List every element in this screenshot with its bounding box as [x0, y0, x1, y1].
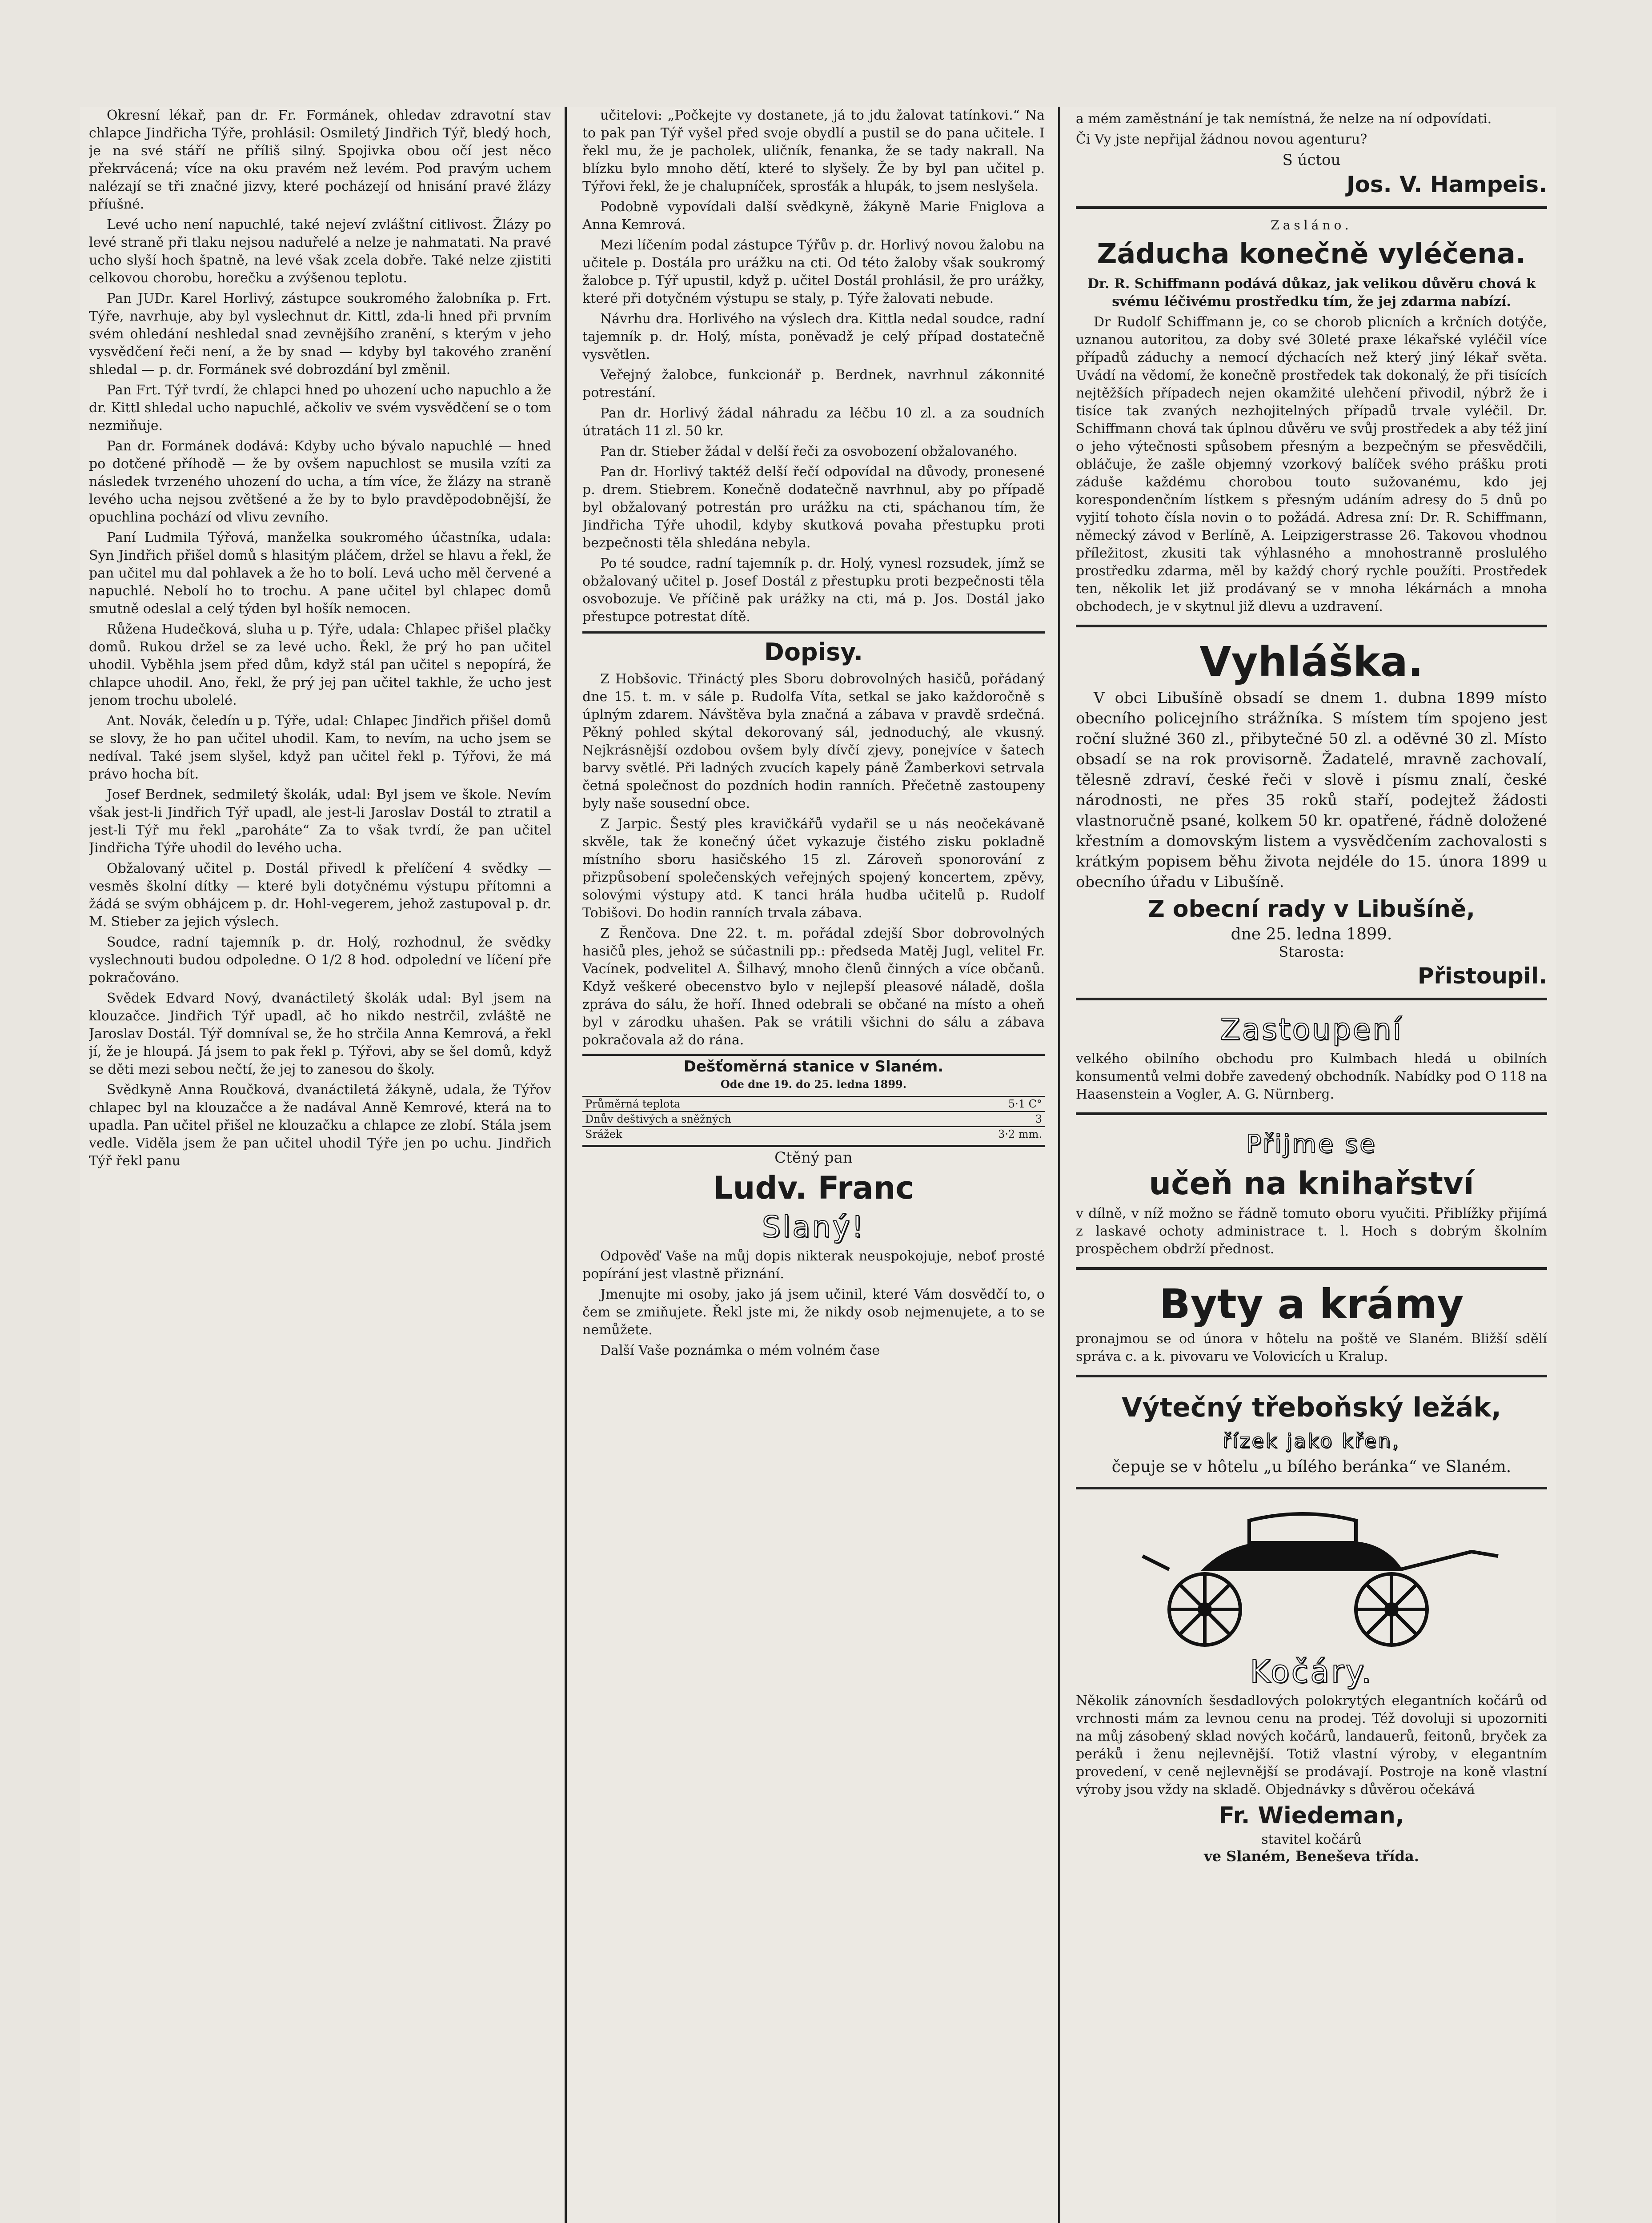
column-advertisements: [1076, 107, 1547, 2223]
weather-value: 3·2 mm.: [931, 1127, 1045, 1141]
court-paragraph: Svědek Edvard Nový, dvanáctiletý školák udal: Byl jsem na klouzačce. Jindřich Týř upadl, ač ho nikdo nestrčil, zvláště ne Jaroslav Dostál. Týř domníval se, že ho strčila Anna Kemrová, a řekl jí, že je hloupá. Já jsem to pak řekl p. Týřovi, aby se šel domů, když se děti mezi sebou nečtí, že jej to zanesou do školy.: [89, 991, 551, 1077]
weather-value: 5·1 C°: [931, 1096, 1045, 1112]
weather-row: [582, 1112, 1045, 1127]
dopisy-heading: Dopisy.: [764, 638, 863, 666]
ucen-headline: učeň na knihařství: [1149, 1165, 1474, 1202]
court-paragraph: Pan dr. Horlivý žádal náhradu za léčbu 10 zl. a za soudních útratách 11 zl. 50 kr.: [582, 405, 1045, 439]
ad-lezak: [1076, 1383, 1547, 1489]
zaslano-label: Zasláno.: [1271, 218, 1352, 233]
letter-paragraph: Z Hobšovic. Třináctý ples Sboru dobrovolných hasičů, pořádaný dne 15. t. m. v sále p. Rudolfa Víta, setkal se jako každoročně s úplným zdarem. Návštěva byla značná a zábava v pravdě srdečná. Pěkný pohled skýtal dekorovaný sál, jednoduchý, ale vkusný. Nejkrásnější ozdobou ovšem byly dívčí zjevy, ponejvíce v šatech barvy světlé. Při ladných zvucích kapely páně Žamberkovi setrvala četná společnost do pozdních hodin ranních. Přečetně zastoupeny byly naše sousední obce.: [582, 671, 1045, 811]
council-mayor-label: Starosta:: [1279, 943, 1344, 960]
column-rule-2: [1058, 107, 1060, 2223]
court-paragraph: Ant. Novák, čeledín u p. Týře, udal: Chlapec Jindřich přišel domů se slovy, že ho pan učitel uhodil. Kam, to nevím, na ucho jsem se nedíval. Také jsem slyšel, když pan učitel řekl p. Týřovi, že má právo hocha bít.: [89, 713, 551, 782]
council-signature: Přistoupil.: [1417, 963, 1547, 989]
zaducha-body: Dr Rudolf Schiffmann je, co se chorob plicních a krčních dotýče, uznanou autoritou, za doby své 30leté praxe lékařské vyléčil více případů záduchy a nemocí dýchacích než který jiný lékař světa. Uvádí na vědomí, že konečně prostředek tak dokonalý, že při tisících nejtěžších případech nejen okamžité ulehčení přivodil, nýbrž že i tisíce tak zvaných nezhojitelných případů trvale vyléčil. Dr. Schiffmann chová tak úplnou důvěru ve svůj prostředek a aby též jiní o jeho výtečnosti spůsobem přesným a bezpečným se přesvědčili, obláčuje, že zašle objemný vzorkový balíček svého prášku proti záduše každému chorobou touto sužovanému, kdo jej korespondenčním lístkem s přesným udáním adresy do 5 dnů po vyjití tohoto čísla novin o to požádá. Adresa zní: Dr. R. Schiffmann, německý závod v Berlíně, A. Leipzigerstrasse 26. Takovou vhodnou příležitost, zkusiti tak výhlasného a mnohostranně proslulého prostředku zdarma, měl by každý chorý rychle použíti. Prostředek ten, několik let již prodávaný se v mnoha lékárnách a mnoha obchodech, je v skytnul již dlevu a uzdravení.: [1076, 314, 1547, 614]
vyhlaska-body: V obci Libušíně obsadí se dnem 1. dubna 1899 místo obecního policejního strážníka. S místem tím spojeno jest roční služné 360 zl., přibytečné 50 zl. a oděvné 30 zl. Místo obsadí se na rok provisorně. Žadatelé, mravně zachovalí, tělesně zdraví, české řeči v slově i písmu znalí, české národnosti, ne přes 35 roků staří, podejtež žádosti vlastnoručně psané, kolkem 50 kr. opatřené, řádně doložené křestním a domovským listem a vysvědčením zachovalosti s krátkým popisem běhu života nejdéle do 15. února 1899 u obecního úřadu v Libušíně.: [1076, 689, 1547, 891]
court-paragraph: Josef Berdnek, sedmiletý školák, udal: Byl jsem ve škole. Nevím však jest-li Jindřich Týř upadl, ale jest-li Jaroslav Dostál to ztratil a jest-li Týř mu řekl „paroháte“ Za to však tvrdí, že pan učitel Jindřicha Týře uhodil do levého ucha.: [89, 787, 551, 856]
court-paragraph: Pan JUDr. Karel Horlivý, zástupce soukromého žalobníka p. Frt. Týře, navrhuje, aby byl vyslechnut dr. Kittl, zda-li hned při prvním svém ohledání neshledal snad zevnějšího zranění, s kterým v jeho vysvědčení řeči není, a že by snad — kdyby byl takového zranění shledal — p. dr. Formánek své dobrozdání byl změnil.: [89, 291, 551, 377]
reader-letter-paragraph: Jmenujte mi osoby, jako já jsem učinil, které Vám dosvědčí to, o čem se zmiňujete. Řekl jste mi, že nikdy osob nejmenujete, a to se nemůžete.: [582, 1287, 1045, 1338]
zastoupeni-headline: Zastoupení: [1220, 1012, 1403, 1047]
reader-letter-paragraph: Další Vaše poznámka o mém volném čase: [600, 1343, 880, 1358]
kocary-address: ve Slaném, Beneševa třída.: [1204, 1848, 1419, 1865]
reader-letter-continuation: [1076, 107, 1547, 209]
newspaper-page: [80, 107, 1556, 2223]
court-paragraph: Růžena Hudečková, sluha u p. Týře, udala: Chlapec přišel plačky domů. Rukou držel se za levé ucho. Řekl, že prý ho pan učitel uhodil. Vyběhla jsem před dům, když stál pan učitel s nepopírá, že chlapce uhodil. Ano, řekl, že prý jej pan učitel takhle, že ucho jest jenom trochu ubolelé.: [89, 622, 551, 708]
weather-label: Průměrná teplota: [582, 1096, 931, 1112]
weather-label: Srážek: [582, 1127, 931, 1141]
column-court-report: [89, 107, 551, 2223]
court-paragraph: Obžalovaný učitel p. Dostál přivedl k přelíčení 4 svědky — vesměs školní dítky — které byli dotyčnému výstupu přítomni a žádá se svým obhájcem p. dr. Hohl-vegerem, jehož zastupoval p. dr. M. Stieber za jejich výslech.: [89, 861, 551, 930]
prijme-headline: Přijme se: [1246, 1130, 1377, 1159]
column-court-and-letters: [582, 107, 1045, 2223]
kocary-body: Několik zánovních šesdadlových polokrytých elegantních kočárů od vrchnosti mám za levnou cenu na prodej. Též dovoluji si upozorniti na můj zásobený sklad nových kočárů, landauerů, feitonů, bryček za peráků i ženu nejlevnější. Totiž vlastní výroby, v elegantním provedení, v ceně nejlevnější se prodávají. Postroje na koně vlastní výroby jsou vždy na skladě. Objednávky s důvěrou očekává: [1076, 1693, 1547, 1798]
lezak-headline: Výtečný třeboňský ležák,: [1121, 1392, 1502, 1423]
zaducha-subheadline: Dr. R. Schiffmann podává důkaz, jak velikou důvěru chová k svému léčivému prostředku tím, že jej zdarma nabízí.: [1087, 276, 1536, 309]
kocary-signature: Fr. Wiedeman,: [1219, 1802, 1404, 1829]
court-paragraph: Paní Ludmila Týřová, manželka soukromého účastníka, udala: Syn Jindřich přišel domů s hlasitým pláčem, držel se hlavu a řekl, že pan učitel mu dal pohlavek a že ho to bolí. Levá ucho měl červené a napuchlé. Nebolí ho to trochu. A pane učitel byl chlapec domů smutně odeslal a celý týden byl hošík nemocen.: [89, 530, 551, 617]
weather-table: [582, 1096, 1045, 1141]
court-paragraph: Pan dr. Horlivý taktéž delší řečí odpovídal na důvody, pronesené p. drem. Stiebrem. Konečně dodatečně navrhnul, aby po případě byl obžalovaný potrestán pro urážku na cti, spáchanou tím, že Jindřicha Týře uhodil, kdyby skutková povaha přestupku proti bezpečnosti těla shledána nebyla.: [582, 464, 1045, 551]
kocary-headline: Kočáry.: [1250, 1653, 1373, 1690]
court-paragraph: Pan dr. Formánek dodává: Kdyby ucho bývalo napuchlé — hned po dotčené příhodě — že by ovšem napuchlost se musila vzíti za následek tvrzeného uhození do ucha, a tím více, že žlázy na straně levého ucha nejsou zvětšené a že by to bylo pravděpodobnější, že opuchlina pochází od vlivu zevního.: [89, 438, 551, 525]
court-paragraph: Návrhu dra. Horlivého na výslech dra. Kittla nedal soudce, radní tajemník p. dr. Holý, místa, poněvadž je celý případ dostatečně vysvětlen.: [582, 311, 1045, 362]
section-divider: [582, 631, 1045, 634]
letter-signature: Jos. V. Hampeis.: [1346, 172, 1547, 197]
weather-value: 3: [931, 1112, 1045, 1127]
zaducha-headline: Záducha konečně vyléčena.: [1097, 237, 1526, 270]
reader-letter-addressee: Ludv. Franc: [713, 1170, 914, 1206]
letter-greeting: S úctou: [1282, 151, 1341, 169]
ad-kocary: [1076, 1495, 1547, 1871]
letter-paragraph: a mém zaměstnání je tak nemístná, že nelze na ní odpovídati.: [1076, 111, 1492, 127]
weather-label: Dnův deštivých a sněžných: [582, 1112, 931, 1127]
lezak-body: čepuje se v hôtelu „u bílého beránka“ ve Slaném.: [1111, 1458, 1512, 1476]
ad-byty: [1076, 1275, 1547, 1377]
section-divider: [582, 1054, 1045, 1056]
zastoupeni-body: velkého obilního obchodu pro Kulmbach hledá u obilních konsumentů velmi dobře zavedený obchodník. Nabídky pod O 118 na Haasenstein a Vogler, A. G. Nürnberg.: [1076, 1051, 1547, 1102]
court-paragraph: Po té soudce, radní tajemník p. dr. Holý, vynesl rozsudek, jímž se obžalovaný učitel p. Josef Dostál z přestupku proti bezpečnosti těla osvobozuje. Ve příčině pak urážky na cti, má p. Jos. Dostál jako přestupce potrestat dítě.: [582, 556, 1045, 625]
reader-letter-salutation: Ctěný pan: [774, 1149, 853, 1167]
council-date: dne 25. ledna 1899.: [1231, 925, 1392, 943]
court-paragraph: Pan dr. Stieber žádal v delší řeči za osvobození obžalovaného.: [600, 444, 1018, 459]
byty-body: pronajmou se od února v hôtelu na poště ve Slaném. Bližší sdělí správa c. a k. pivovaru ve Volovicích u Kralup.: [1076, 1331, 1547, 1364]
court-paragraph: Svědkyně Anna Roučková, dvanáctiletá žákyně, udala, že Týřov chlapec byl na klouzačce a že nadával Anně Kemrové, která na to upadla. Pan učitel přišel ne klouzačku a chlapce ze zlobí. Stála jsem vedle. Viděla jsem že pan učitel uhodil Týře jen po uchu. Jindřich Týř řekl panu: [89, 1082, 551, 1169]
court-paragraph: Soudce, radní tajemník p. dr. Holý, rozhodnul, že svědky vyslechnouti budou odpoledne. O 1/2 8 hod. odpolední ve líčení pře pokračováno.: [89, 935, 551, 986]
weather-row: [582, 1096, 1045, 1112]
ad-ucen: [1076, 1120, 1547, 1270]
letter-paragraph: Či Vy jste nepřijal žádnou novou agenturu?: [1076, 132, 1367, 147]
court-paragraph: Okresní lékař, pan dr. Fr. Formánek, ohledav zdravotní stav chlapce Jindřicha Týře, prohlásil: Osmiletý Jindřich Týř, bledý hoch, je na své stáří ne příliš silný. Spojivka obou očí jest něco překrvácená; více na oku pravém než levém. Pod pravým uchem nalézají se tři značné jizvy, které pocházejí od hnisání pravé žlázy příušné.: [89, 108, 551, 212]
reader-letter-paragraph: Odpověď Vaše na můj dopis nikterak neuspokojuje, neboť prosté popírání jest vlastně přiznání.: [582, 1248, 1045, 1282]
vyhlaska-headline: Vyhláška.: [1199, 638, 1423, 686]
court-paragraph: Levé ucho není napuchlé, také nejeví zvláštní citlivost. Žlázy po levé straně při tlaku nejsou naduřelé a nelze je nahmatati. Na pravé ucho slyší hoch špatně, na levé však zcela dobře. Také nelze zjistiti celkovou chorobu, horečku a zvýšenou teplotu.: [89, 217, 551, 286]
ad-zastoupeni: [1076, 1006, 1547, 1115]
weather-row: [582, 1127, 1045, 1141]
letter-paragraph: Z Jarpic. Šestý ples kravičkářů vydařil se u nás neočekávaně skvěle, tak že konečný účet vykazuje čistého zisku pokladně místního sboru hasičského 15 zl. Zároveň sponorování z přizpůsobení společenských veřejných spojený koncertem, zpěvy, solovými výstupy atd. K tanci hrála hudba učitelů p. Rudolf Tobišovi. Do hodin ranních trvala zábava.: [582, 816, 1045, 921]
column-rule-1: [565, 107, 567, 2223]
kocary-role: stavitel kočárů: [1261, 1832, 1362, 1847]
court-paragraph: Podobně vypovídali další svědkyně, žákyně Marie Fniglova a Anna Kemrová.: [582, 199, 1045, 233]
lezak-subheadline: řízek jako křen,: [1223, 1430, 1400, 1453]
weather-period: Ode dne 19. do 25. ledna 1899.: [720, 1078, 907, 1091]
weather-station-title: Dešťoměrná stanice v Slaném.: [683, 1058, 944, 1075]
ucen-body: v dílně, v níž možno se řádně tomuto oboru vyučiti. Přiblížky přijímá z laskavé ochoty administrace t. l. Hoch s dobrým školním prospěchem obdrží přednost.: [1076, 1206, 1547, 1257]
council-title: Z obecní rady v Libušíně,: [1148, 896, 1475, 923]
court-paragraph: Pan Frt. Týř tvrdí, že chlapci hned po uhození ucho napuchlo a že dr. Kittl shledal ucho napuchlé, ačkoliv ve svém vysvědčení se o tom nezmiňuje.: [89, 382, 551, 433]
ad-vyhlaska: [1076, 633, 1547, 1000]
reader-letter-city: Slaný!: [762, 1210, 866, 1244]
byty-headline: Byty a krámy: [1159, 1280, 1464, 1328]
letter-paragraph: Z Řenčova. Dne 22. t. m. pořádal zdejší Sbor dobrovolných hasičů ples, jehož se súčastnili pp.: předseda Matěj Jugl, velitel Fr. Vacínek, podvelitel A. Šilhavý, mnoho členů činných a více občanů. Když veškeré obecenstvo bylo v nejlepší pleasové náladě, došla zpráva do sálu, že hoří. Ihned odebrali se občané na místo a oheň byl v zárodku uhašen. Pak se vrátili všichni do sálu a zábava pokračovala až do rána.: [582, 926, 1045, 1048]
ad-zaducha: [1076, 214, 1547, 627]
section-divider: [582, 1145, 1045, 1147]
court-paragraph: Mezi líčením podal zástupce Týřův p. dr. Horlivý novou žalobu na učitele p. Dostála pro urážku na cti. Od této žaloby však soukromý žalobce p. Týř upustil, když p. učitel Dostál prohlásil, že pro urážky, které při dotyčném výstupu se staly, p. Týře žalovati nebude.: [582, 237, 1045, 306]
carriage-illustration: [1116, 1503, 1507, 1649]
court-paragraph: učitelovi: „Počkejte vy dostanete, já to jdu žalovat tatínkovi.“ Na to pak pan Týř vyšel před svoje obydlí a pustil se do pana učitele. I řekl mu, že je pacholek, uličník, fenanka, že se tady nakrall. Na blízku bylo mnoho dětí, které to slyšely. Že by byl pan učitel p. Týřovi řekl, že je chalupníček, sprosťák a hlupák, to jsem neslyšela.: [582, 108, 1045, 194]
court-paragraph: Veřejný žalobce, funkcionář p. Berdnek, navrhnul zákonnité potrestání.: [582, 367, 1045, 401]
